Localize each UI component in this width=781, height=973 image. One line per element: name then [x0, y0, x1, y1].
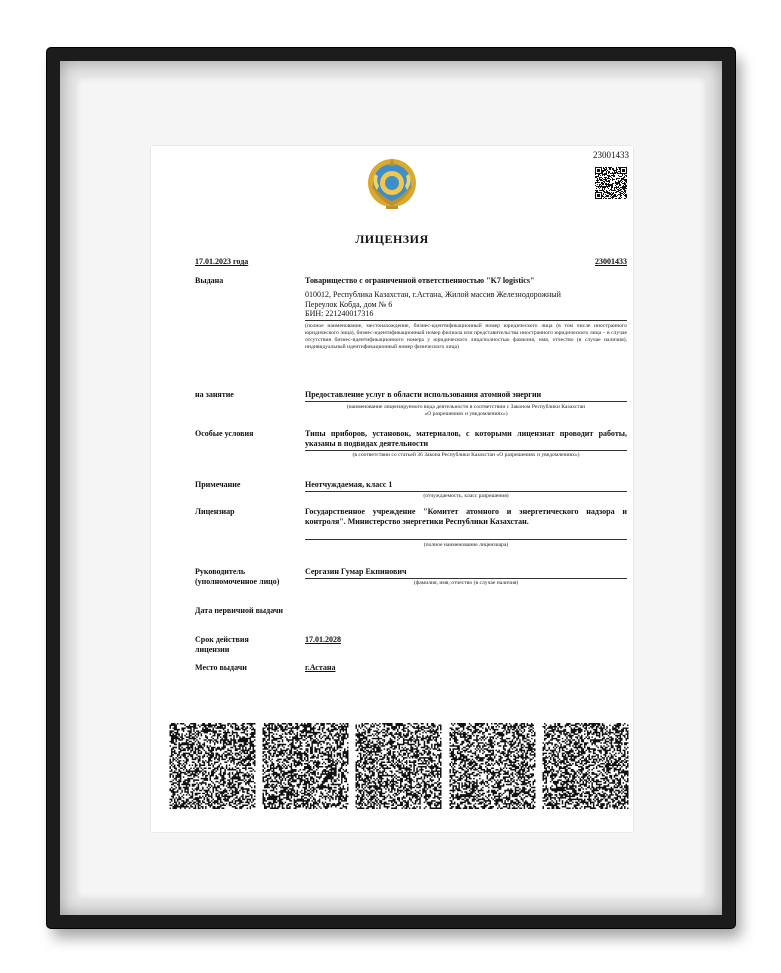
issued-to: Товарищество с ограниченной ответственностью "K7 logistics": [305, 276, 535, 285]
validity-label-line-1: Срок действия: [195, 635, 249, 644]
address: [305, 290, 627, 319]
issue-date: 17.01.2023 года: [195, 257, 249, 266]
qr-code-icon: [595, 167, 627, 199]
conditions-hint: (в соответствии со статьей 36 Закона Республики Казахстан «О разрешениях и уведомлениях»): [352, 452, 580, 458]
divider: [305, 401, 627, 402]
state-emblem-icon: [367, 156, 417, 210]
license-number: 23001433: [595, 257, 627, 266]
note: Неотчуждаемая, класс 1: [305, 480, 393, 489]
document-number-top: 23001433: [593, 150, 629, 160]
head-label-line-2: (уполномоченное лицо): [195, 577, 280, 586]
validity-label-line-2: лицензии: [195, 645, 230, 654]
conditions: Типы приборов, установок, материалов, с которыми лицензиат проводит работы, указаны в подвидах деятельности: [305, 429, 627, 448]
place: г.Астана: [305, 663, 336, 672]
issued-label: Выдана: [195, 276, 224, 285]
activity-label: на занятие: [195, 390, 234, 399]
bin: БИН: 221240017316: [305, 309, 374, 318]
address-line-1: 010012, Республика Казахстан, г.Астана, Жилой массив Железнодорожный: [305, 290, 561, 299]
divider: [305, 491, 627, 492]
datamatrix-code-icon: [169, 723, 256, 809]
licensor-hint: (полное наименование лицензиара): [423, 542, 509, 548]
license-document: [151, 146, 633, 832]
licensor-label: Лицензиар: [195, 507, 235, 516]
divider: [305, 320, 627, 321]
holder-hint: (полное наименование, местонахождение, бизнес-идентификационный номер юридического лица (в том числе иностранного юридического лица), бизнес-идентификационный номер филиала или представительства иностранного юридического лица – в случае отсутствия бизнес-идентификационного номера у юридического лица/полностью фамилия, имя, отчество (в случае наличия), индивидуальный идентификационный номер физического лица): [305, 323, 627, 350]
validity-date: 17.01.2028: [305, 635, 341, 644]
conditions-label: Особые условия: [195, 429, 254, 438]
activity: Предоставление услуг в области использования атомной энергии: [305, 390, 542, 399]
datamatrix-code-icon: [449, 723, 536, 809]
head-hint: (фамилия, имя, отчество (в случае наличия): [413, 580, 519, 586]
head-label: [195, 567, 279, 587]
first-issue-label: Дата первичной выдачи: [195, 606, 284, 615]
activity-hint: (наименование лицензируемого вида деятельности в соответствии с Законом Республики Казахстан «О разрешениях и уведомлениях»): [346, 404, 586, 417]
divider: [305, 450, 627, 451]
divider: [305, 539, 627, 540]
head-label-line-1: Руководитель: [195, 567, 246, 576]
address-line-2: Переулок Кобда, дом № 6: [305, 299, 393, 309]
divider: [305, 578, 627, 579]
datamatrix-code-icon: [262, 723, 349, 809]
licensor: Государственное учреждение "Комитет атомного и энергетического надзора и контроля". Министерство энергетики Республики Казахстан.: [305, 507, 627, 526]
document-title: ЛИЦЕНЗИЯ: [355, 232, 429, 246]
note-label: Примечание: [195, 480, 241, 489]
place-label: Место выдачи: [195, 663, 247, 672]
note-hint: (отчуждаемость, класс разрешения): [423, 493, 509, 499]
validity-label: [195, 635, 249, 655]
datamatrix-code-icon: [542, 723, 629, 809]
datamatrix-code-icon: [355, 723, 442, 809]
head-name: Сергазин Гумар Екпинович: [305, 567, 407, 576]
